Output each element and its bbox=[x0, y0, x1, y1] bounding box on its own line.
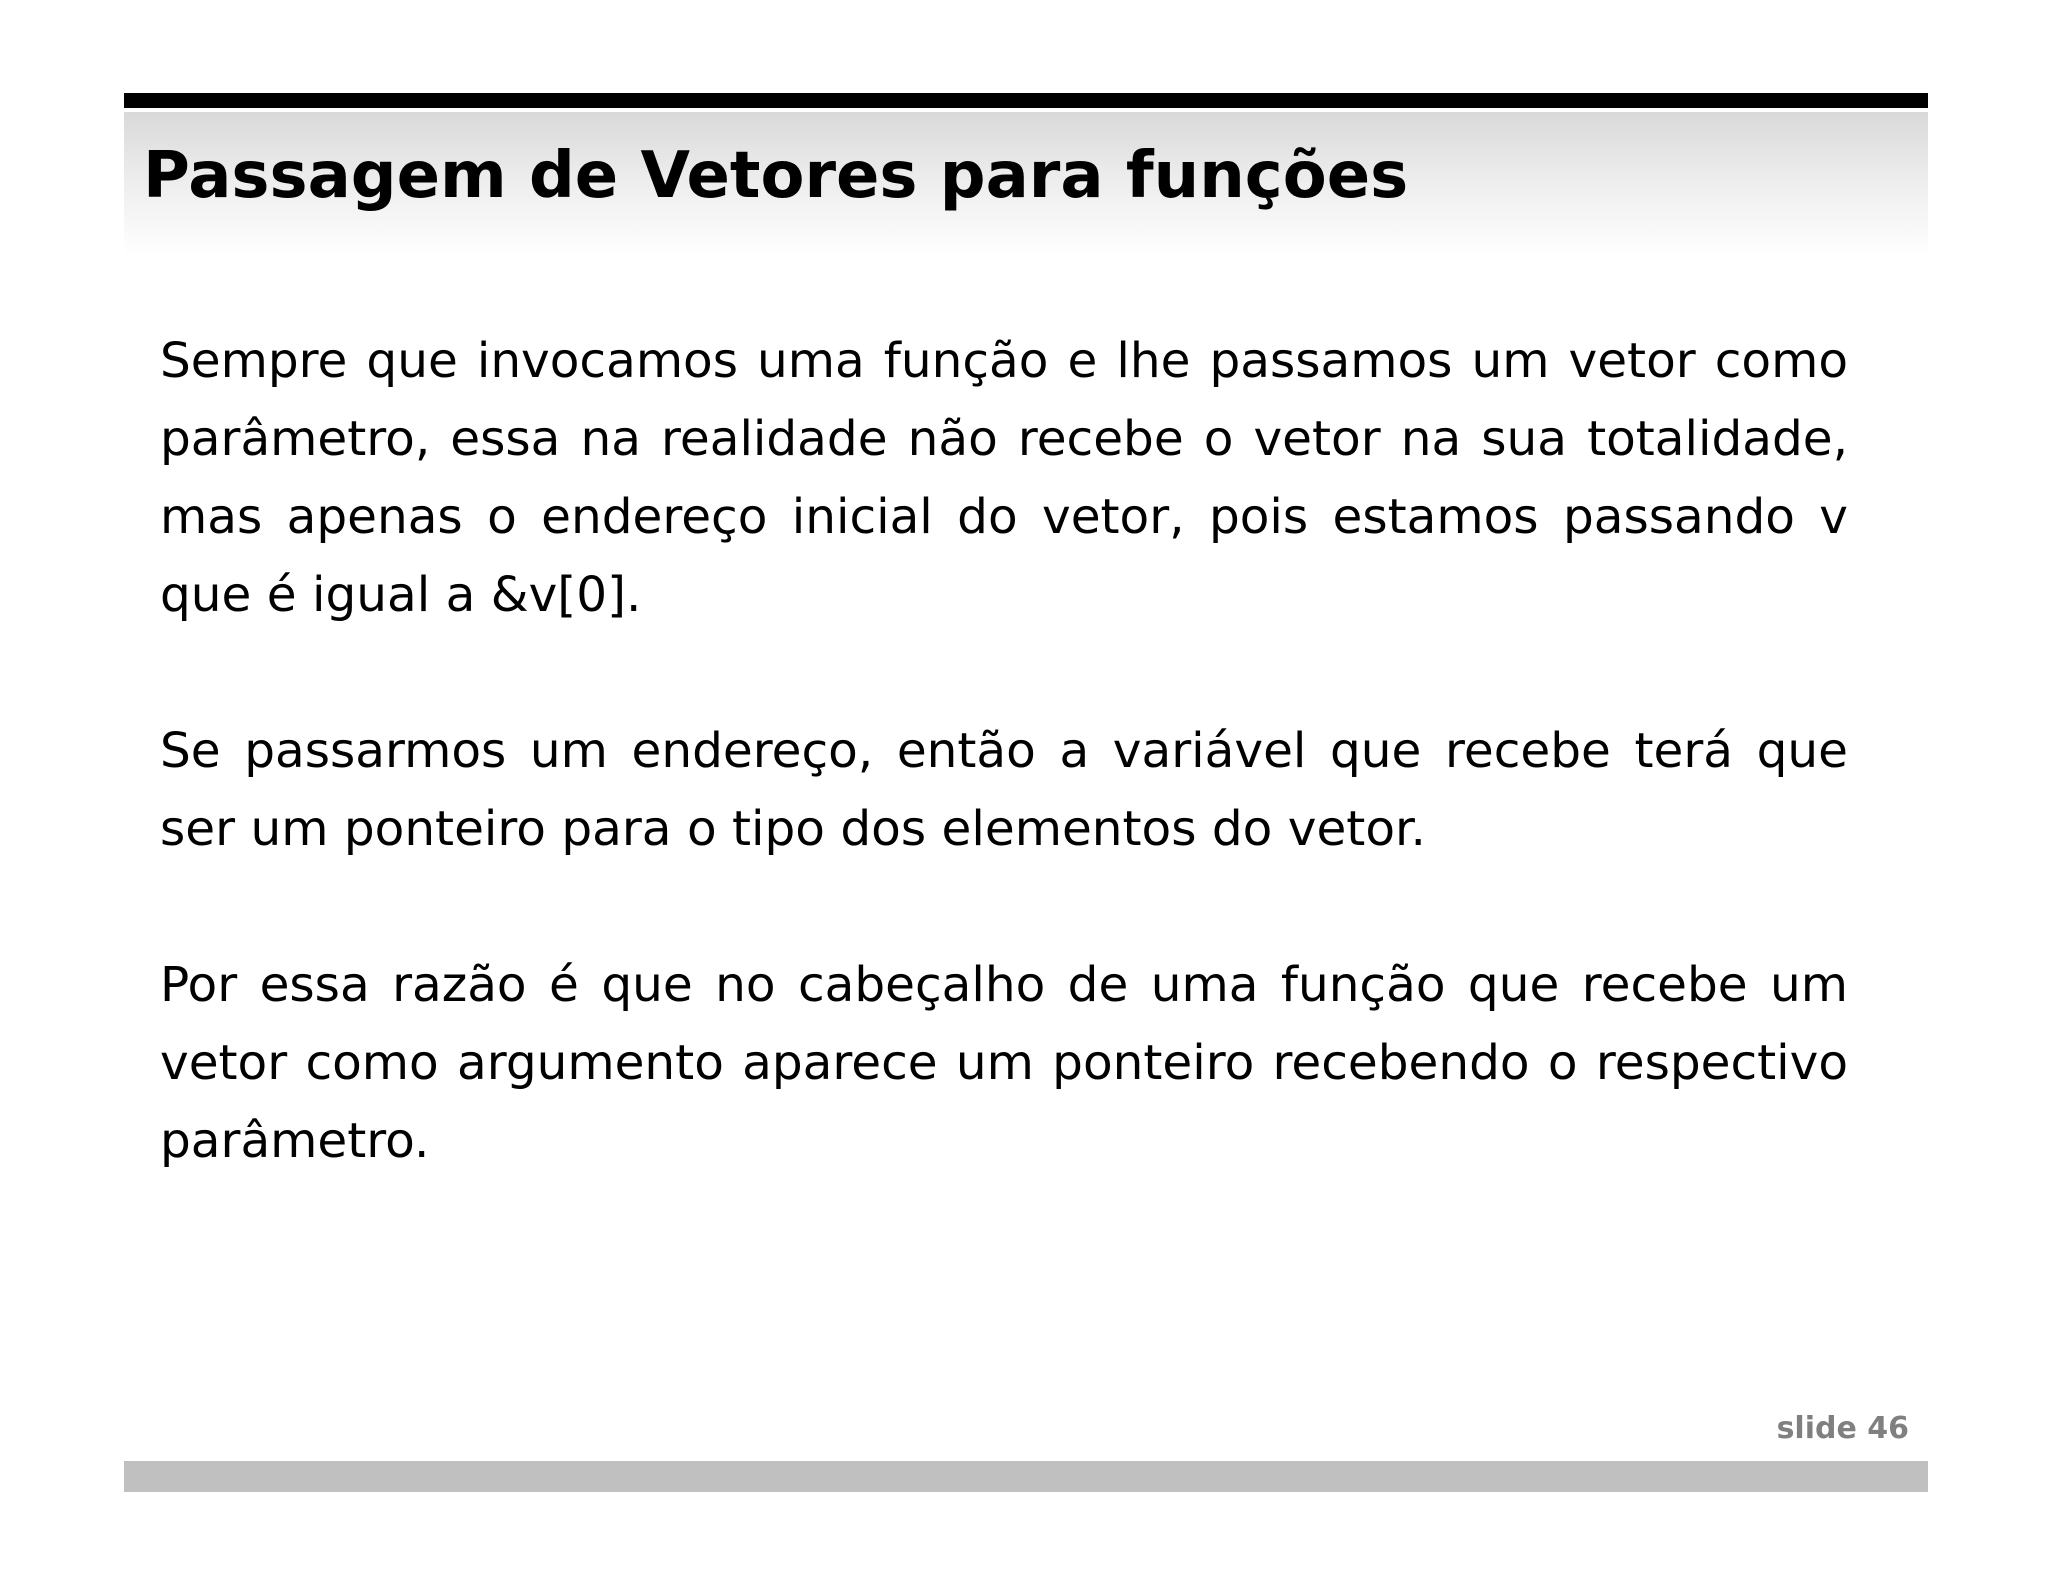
body-paragraph-1: Sempre que invocamos uma função e lhe passamos um vetor como parâmetro, essa na realidade não recebe o vetor na sua totalidade, mas apenas o endereço inicial do vetor, pois estamos passando v que é igual a &v[0]. bbox=[160, 333, 1848, 623]
footer-bar bbox=[124, 1461, 1928, 1492]
slide-number: slide 46 bbox=[1776, 1411, 1909, 1446]
body-paragraph-3: Por essa razão é que no cabeçalho de uma função que recebe um vetor como argumento aparece um ponteiro recebendo o respectivo parâmetro. bbox=[160, 957, 1848, 1169]
slide-title: Passagem de Vetores para funções bbox=[143, 139, 1409, 213]
title-top-rule bbox=[124, 93, 1928, 108]
body-paragraph-2: Se passarmos um endereço, então a variável que recebe terá que ser um ponteiro para o tipo dos elementos do vetor. bbox=[160, 723, 1848, 857]
slide-body bbox=[160, 322, 1848, 1180]
